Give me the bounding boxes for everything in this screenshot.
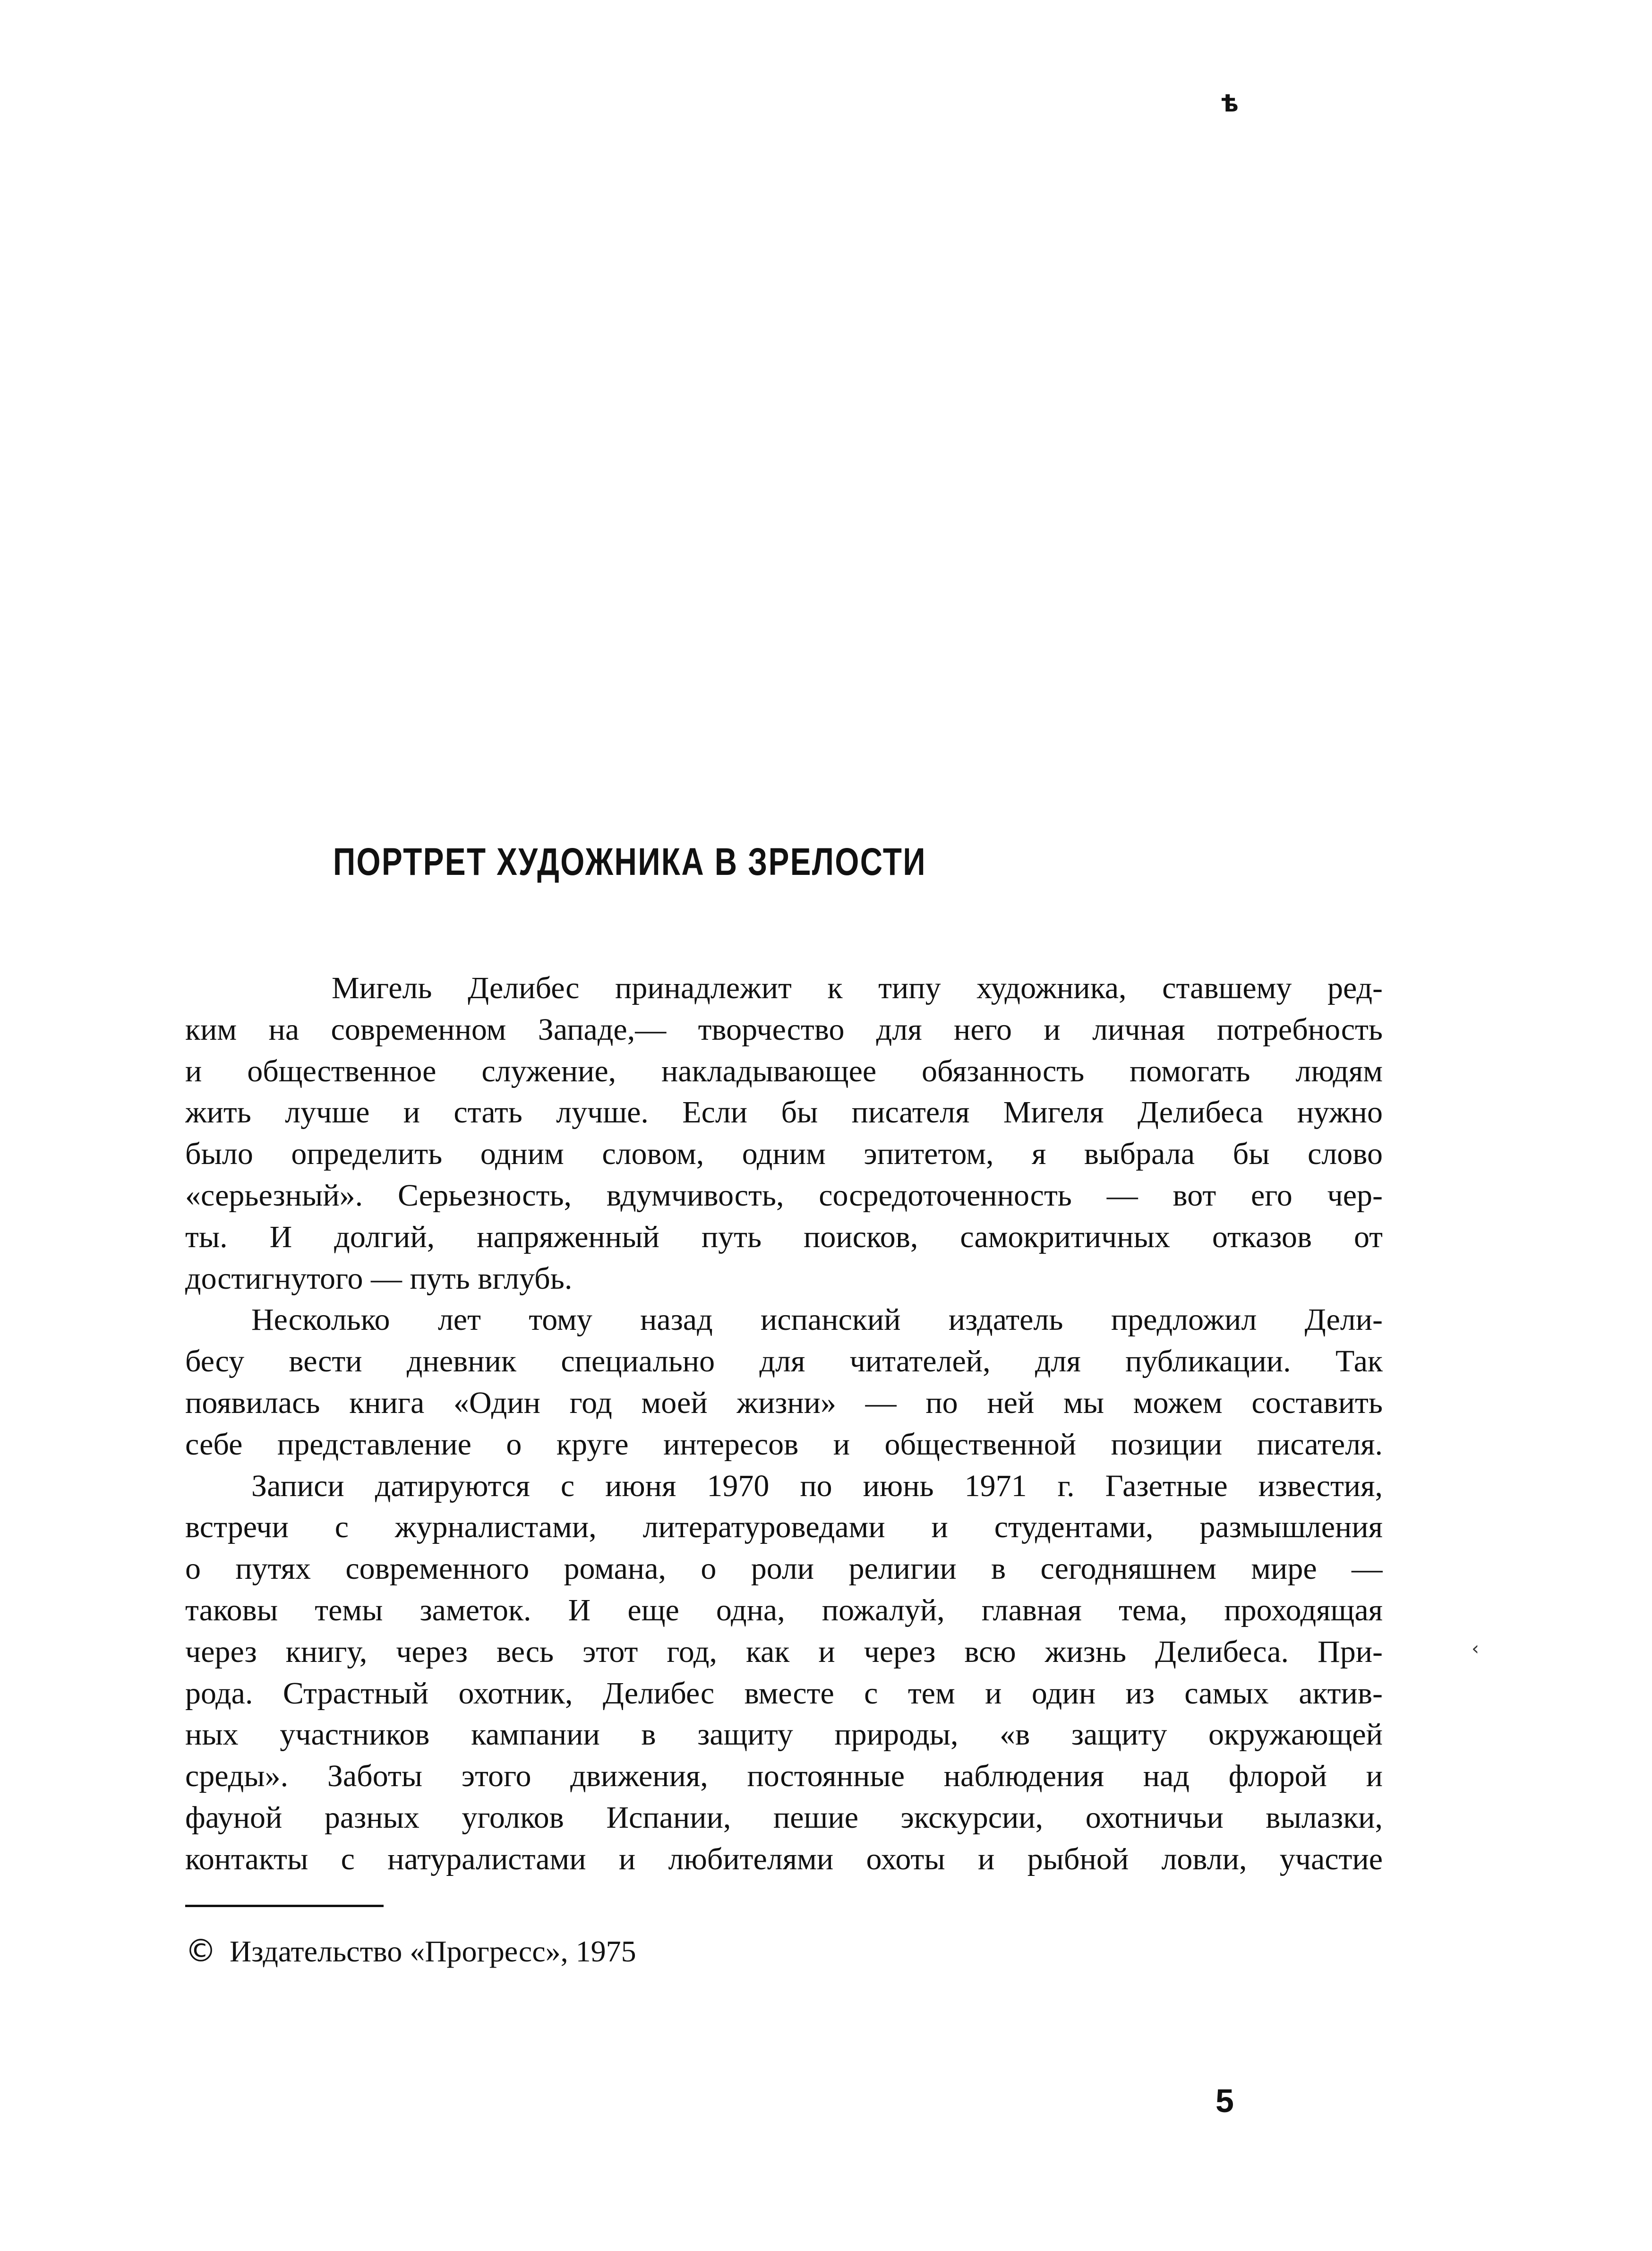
- paragraph-2-line-1: Несколько лет тому назад испанский издатель предложил Дели-: [251, 1302, 1383, 1337]
- paragraph-1-line-6: «серьезный». Серьезность, вдумчивость, сосредоточенность — вот его чер-: [185, 1178, 1383, 1213]
- copyright-icon: ©: [185, 1933, 216, 1969]
- paragraph-1-line-7: ты. И долгий, напряженный путь поисков, самокритичных отказов от: [185, 1219, 1383, 1254]
- paragraph-3-line-5: через книгу, через весь этот год, как и через всю жизнь Делибеса. При-: [185, 1634, 1383, 1669]
- chapter-title: ПОРТРЕТ ХУДОЖНИКА В ЗРЕЛОСТИ: [333, 840, 926, 883]
- print-speck-mark: ѣ: [1221, 90, 1239, 117]
- paragraph-2-line-2: бесу вести дневник специально для читателей, для публикации. Так: [185, 1344, 1383, 1379]
- paragraph-1-line-2: ким на современном Западе,— творчество для него и личная потребность: [185, 1012, 1383, 1047]
- paragraph-3-line-2: встречи с журналистами, литературоведами и студентами, размышления: [185, 1510, 1383, 1545]
- paragraph-2-line-3: появилась книга «Один год моей жизни» — по ней мы можем составить: [185, 1385, 1383, 1420]
- paragraph-1-line-4: жить лучше и стать лучше. Если бы писателя Мигеля Делибеса нужно: [185, 1095, 1383, 1130]
- page-number: 5: [1215, 2082, 1234, 2119]
- paragraph-3-line-10: контакты с натуралистами и любителями охоты и рыбной ловли, участие: [185, 1841, 1383, 1876]
- copyright-text: Издательство «Прогресс», 1975: [230, 1934, 636, 1968]
- paragraph-1-line-5: было определить одним словом, одним эпитетом, я выбрала бы слово: [185, 1137, 1383, 1172]
- paragraph-2-line-4: себе представление о круге интересов и общественной позиции писателя.: [185, 1427, 1383, 1462]
- paragraph-3-line-1: Записи датируются с июня 1970 по июнь 1971 г. Газетные известия,: [251, 1468, 1383, 1503]
- copyright-notice: [185, 1930, 636, 1973]
- body-text: [185, 967, 1383, 1880]
- paragraph-3-line-8: среды». Заботы этого движения, постоянные наблюдения над флорой и: [185, 1759, 1383, 1794]
- paragraph-1-line-1: Мигель Делибес принадлежит к типу художника, ставшему ред-: [332, 971, 1383, 1005]
- paragraph-3-line-7: ных участников кампании в защиту природы, «в защиту окружающей: [185, 1717, 1383, 1752]
- paragraph-3-line-3: о путях современного романа, о роли религии в сегодняшнем мире —: [185, 1551, 1383, 1586]
- paragraph-1-line-3: и общественное служение, накладывающее обязанность помогать людям: [185, 1053, 1383, 1088]
- paragraph-1-line-8: достигнутого — путь вглубь.: [185, 1261, 573, 1296]
- paragraph-3-line-9: фауной разных уголков Испании, пешие экскурсии, охотничьи вылазки,: [185, 1800, 1383, 1835]
- paragraph-3-line-6: рода. Страстный охотник, Делибес вместе с тем и один из самых актив-: [185, 1676, 1383, 1711]
- footnote-divider: [185, 1905, 384, 1907]
- margin-speck-mark: ‹: [1472, 1638, 1479, 1660]
- paragraph-3-line-4: таковы темы заметок. И еще одна, пожалуй, главная тема, проходящая: [185, 1592, 1383, 1627]
